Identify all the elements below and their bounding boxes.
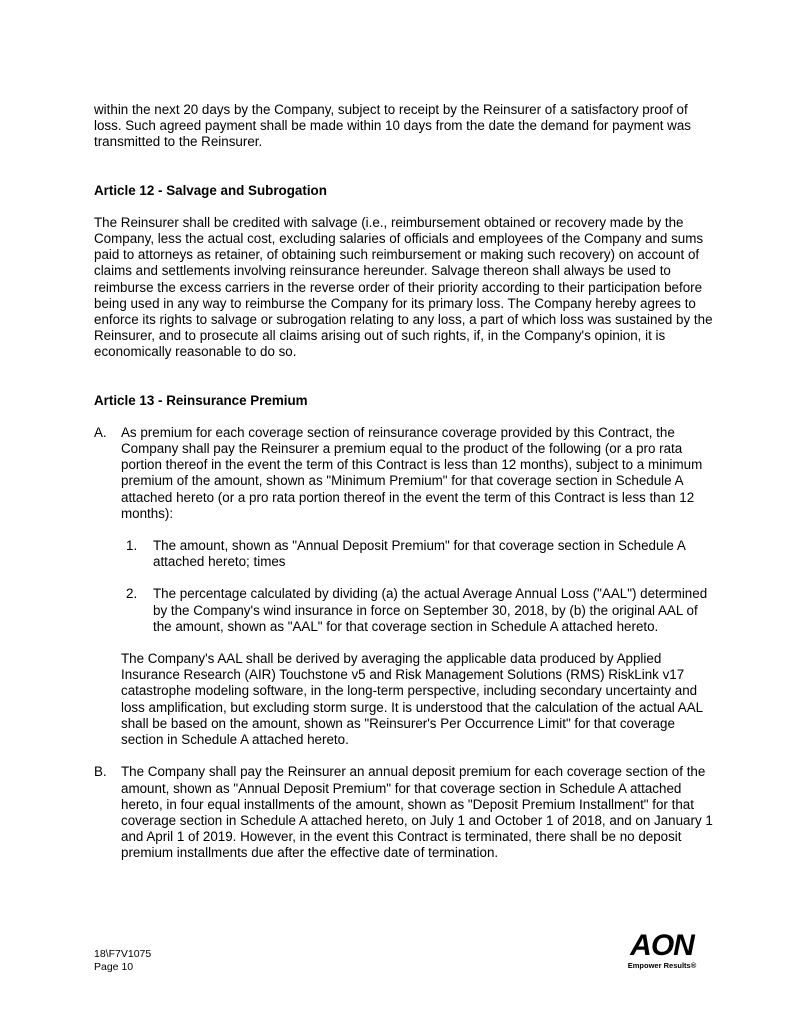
clause-b-text: The Company shall pay the Reinsurer an annual deposit premium for each coverage section of the amount, shown as "Annual Deposit Premium" for that coverage section in Schedule A attached hereto, in four equal installments of the amount, shown as "Deposit Premium Installment" for that coverage section in Schedule A attached hereto, on July 1 and October 1 of 2018, and on January 1 and April 1 of 2019. However, in the event this Contract is terminated, there shall be no deposit premium installments due after the effective date of termination. <box>121 764 713 861</box>
aon-logo <box>624 931 700 977</box>
clause-b-label: B. <box>94 764 107 780</box>
clause-a-text: As premium for each coverage section of reinsurance coverage provided by this Contract, the Company shall pay the Reinsurer a premium equal to the product of the following (or a pro rata portion thereof in the event the term of this Contract is less than 12 months), subject to a minimum premium of the amount, shown as "Minimum Premium" for that coverage section in Schedule A attached hereto (or a pro rata portion thereof in the event the term of this Contract is less than 12 months): <box>121 424 703 521</box>
clause-a <box>94 425 714 748</box>
clause-a1-text: The amount, shown as "Annual Deposit Premium" for that coverage section in Schedule A attached hereto; times <box>153 538 686 570</box>
clause-a1-label: 1. <box>126 538 138 554</box>
article-12-text: The Reinsurer shall be credited with salvage (i.e., reimbursement obtained or recovery made by the Company, less the actual cost, excluding salaries of officials and employees of the Company and sums paid to attorneys as retainer, of obtaining such reimbursement or making such recovery) on account of claims and settlements involving reinsurance hereunder. Salvage thereon shall always be used to reimburse the excess carriers in the reverse order of their priority according to their participation before being used in any way to reimburse the Company for its primary loss. The Company hereby agrees to enforce its rights to salvage or subrogation relating to any loss, a part of which loss was sustained by the Reinsurer, and to prosecute all claims arising out of such rights, if, in the Company's opinion, it is economically reasonable to do so. <box>94 214 713 360</box>
article-12-heading: Article 12 - Salvage and Subrogation <box>94 182 327 198</box>
clause-a2-label: 2. <box>126 586 138 602</box>
clause-a2 <box>121 586 714 635</box>
page-number: Page 10 <box>94 961 134 973</box>
logo-wordmark: AON <box>630 929 694 962</box>
clause-a2-text: The percentage calculated by dividing (a) the actual Average Annual Loss ("AAL") determined by the Company's wind insurance in force on September 30, 2018, by (b) the original AAL of the amount, shown as "AAL" for that coverage section in Schedule A attached hereto. <box>153 586 708 634</box>
clause-b <box>94 764 714 861</box>
document-page <box>94 102 714 878</box>
page-footer <box>94 948 151 974</box>
intro-paragraph: within the next 20 days by the Company, subject to receipt by the Reinsurer of a satisfactory proof of loss. Such agreed payment shall be made within 10 days from the date the demand for payment was transmitted to the Reinsurer. <box>94 102 691 150</box>
clause-a-note: The Company's AAL shall be derived by averaging the applicable data produced by Applied Insurance Research (AIR) Touchstone v5 and Risk Management Solutions (RMS) RiskLink v17 catastrophe modeling software, in the long-term perspective, including secondary uncertainty and loss amplification, but excluding storm surge. It is understood that the calculation of the actual AAL shall be based on the amount, shown as "Reinsurer's Per Occurrence Limit" for that coverage section in Schedule A attached hereto. <box>121 651 703 748</box>
article-13-heading: Article 13 - Reinsurance Premium <box>94 392 308 408</box>
clause-a-label: A. <box>94 424 107 440</box>
document-id: 18\F7V1075 <box>94 948 152 960</box>
logo-tagline: Empower Results® <box>627 961 697 970</box>
clause-a1 <box>121 538 714 570</box>
